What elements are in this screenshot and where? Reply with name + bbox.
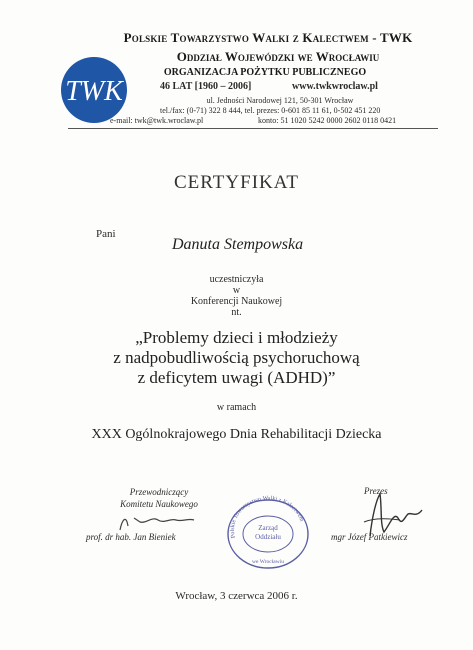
- org-years: 46 LAT [1960 – 2006]: [160, 81, 252, 92]
- salutation: Pani: [96, 228, 116, 240]
- org-account: konto: 51 1020 5242 0000 2602 0118 0421: [258, 116, 397, 125]
- conference-text: Konferencji Naukowej: [190, 296, 283, 307]
- within-text: w ramach: [216, 402, 257, 413]
- org-status: ORGANIZACJA POŻYTKU PUBLICZNEGO: [163, 67, 367, 78]
- topic-line-1: „Problemy dzieci i młodzieży: [135, 328, 338, 347]
- topic-line-2: z nadpobudliwością psychoruchową: [113, 348, 360, 367]
- org-phones: tel./fax: (0-71) 322 8 444, tel. prezes: 0-601 85 11 61, 0-502 451 220: [160, 106, 381, 115]
- org-name: Polskie Towarzystwo Walki z Kalectwem - TWK: [123, 30, 413, 45]
- left-signatory-name: prof. dr hab. Jan Bieniek: [86, 532, 176, 542]
- logo-text: TWK: [65, 76, 123, 107]
- certificate-title: CERTYFIKAT: [174, 172, 299, 193]
- org-website: www.twkwroclaw.pl: [292, 81, 378, 92]
- right-signatory-name: mgr Józef Patkiewicz: [331, 532, 408, 542]
- org-address: ul. Jedności Narodowej 121, 50-301 Wrocław: [206, 96, 354, 105]
- event-name: XXX Ogólnokrajowego Dnia Rehabilitacji Dziecka: [91, 427, 382, 442]
- left-role-line-2: Komitetu Naukowego: [120, 499, 198, 509]
- right-signatory-role: Prezes: [364, 486, 388, 496]
- left-role-line-1: Przewodniczący: [129, 487, 189, 497]
- stamp-ring-text: Polskie Towarzystwo Walki z Kalectwem: [229, 495, 305, 539]
- org-branch: Oddział Wojewódzki we Wrocławiu: [176, 49, 380, 64]
- conference-topic: [0, 328, 473, 388]
- official-stamp: [218, 488, 318, 572]
- topic-line-3: z deficytem uwagi (ADHD)”: [137, 368, 336, 387]
- stamp-center-line-2: Oddziału: [255, 533, 281, 541]
- in-text: w: [232, 285, 241, 296]
- participated-text: uczestniczyła: [209, 274, 264, 285]
- stamp-bottom-text: we Wrocławiu: [252, 559, 284, 565]
- twk-logo: [60, 56, 128, 124]
- topic-label: nt.: [231, 307, 242, 318]
- left-signatory-role: [84, 486, 234, 510]
- issue-date: Wrocław, 3 czerwca 2006 r.: [175, 590, 298, 602]
- stamp-center-line-1: Zarząd: [258, 524, 278, 532]
- org-email: e-mail: twk@twk.wroclaw.pl: [110, 116, 204, 125]
- recipient-name: Danuta Stempowska: [172, 236, 304, 253]
- header-divider: [68, 128, 438, 129]
